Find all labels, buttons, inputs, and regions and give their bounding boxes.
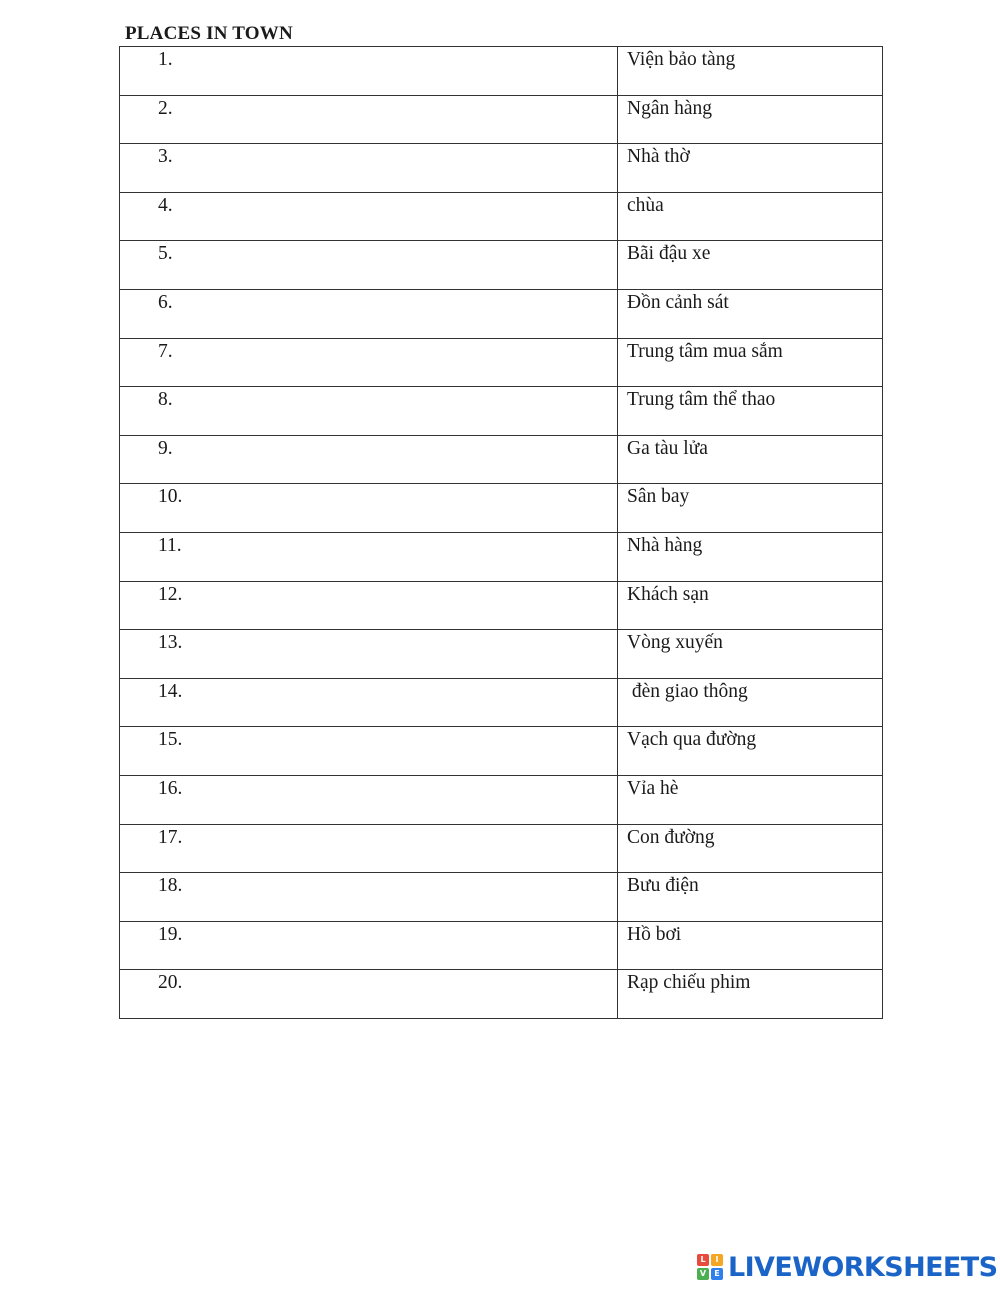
vocabulary-table	[119, 46, 883, 1019]
vietnamese-term: chùa	[618, 192, 883, 241]
table-row	[120, 192, 883, 241]
table-row	[120, 387, 883, 436]
row-number: 6.	[158, 291, 173, 313]
page-title: PLACES IN TOWN	[125, 23, 293, 44]
liveworksheets-brand	[697, 1252, 997, 1284]
vietnamese-term: Rạp chiếu phim	[618, 970, 883, 1019]
table-row	[120, 435, 883, 484]
row-number: 3.	[158, 146, 173, 168]
brand-wordmark: LIVEWORKSHEETS	[728, 1252, 998, 1283]
row-number: 11.	[158, 534, 182, 556]
table-row	[120, 873, 883, 922]
vietnamese-term: Ngân hàng	[618, 95, 883, 144]
answer-cell[interactable]	[120, 581, 618, 630]
table-row	[120, 921, 883, 970]
table-row	[120, 970, 883, 1019]
answer-cell[interactable]	[120, 95, 618, 144]
table-row	[120, 47, 883, 96]
row-number: 4.	[158, 194, 173, 216]
row-number: 7.	[158, 340, 173, 362]
vietnamese-term: Viện bảo tàng	[618, 47, 883, 96]
answer-cell[interactable]	[120, 873, 618, 922]
table-row	[120, 241, 883, 290]
logo-tile-i: I	[711, 1254, 723, 1266]
vietnamese-term: Ga tàu lửa	[618, 435, 883, 484]
row-number: 2.	[158, 97, 173, 119]
row-number: 18.	[158, 875, 183, 897]
table-row	[120, 727, 883, 776]
table-row	[120, 630, 883, 679]
row-number: 16.	[158, 777, 183, 799]
vietnamese-term: Đồn cảnh sát	[618, 289, 883, 338]
answer-cell[interactable]	[120, 289, 618, 338]
table-row	[120, 581, 883, 630]
vietnamese-term: Vòng xuyến	[618, 630, 883, 679]
row-number: 15.	[158, 729, 183, 751]
answer-cell[interactable]	[120, 824, 618, 873]
row-number: 10.	[158, 486, 183, 508]
vietnamese-term: Sân bay	[618, 484, 883, 533]
vietnamese-term: Khách sạn	[618, 581, 883, 630]
answer-cell[interactable]	[120, 678, 618, 727]
logo-tile-l: L	[697, 1254, 709, 1266]
row-number: 20.	[158, 972, 183, 994]
vietnamese-term: Vỉa hè	[618, 775, 883, 824]
liveworksheets-logo-icon	[697, 1254, 725, 1282]
logo-tile-e: E	[711, 1268, 723, 1280]
vietnamese-term: Hồ bơi	[618, 921, 883, 970]
table-row	[120, 95, 883, 144]
table-row	[120, 289, 883, 338]
answer-cell[interactable]	[120, 970, 618, 1019]
vietnamese-term: Bưu điện	[618, 873, 883, 922]
row-number: 8.	[158, 389, 173, 411]
answer-cell[interactable]	[120, 47, 618, 96]
answer-cell[interactable]	[120, 144, 618, 193]
answer-cell[interactable]	[120, 435, 618, 484]
table-row	[120, 678, 883, 727]
answer-cell[interactable]	[120, 921, 618, 970]
vietnamese-term: đèn giao thông	[618, 678, 883, 727]
row-number: 12.	[158, 583, 183, 605]
answer-cell[interactable]	[120, 192, 618, 241]
table-row	[120, 532, 883, 581]
row-number: 14.	[158, 680, 183, 702]
vietnamese-term: Nhà thờ	[618, 144, 883, 193]
row-number: 13.	[158, 632, 183, 654]
table-row	[120, 338, 883, 387]
vietnamese-term: Trung tâm mua sắm	[618, 338, 883, 387]
table-row	[120, 824, 883, 873]
row-number: 1.	[158, 49, 173, 70]
table-row	[120, 144, 883, 193]
answer-cell[interactable]	[120, 387, 618, 436]
table-row	[120, 775, 883, 824]
row-number: 19.	[158, 923, 183, 945]
vietnamese-term: Trung tâm thể thao	[618, 387, 883, 436]
answer-cell[interactable]	[120, 241, 618, 290]
vietnamese-term: Nhà hàng	[618, 532, 883, 581]
logo-tile-v: V	[697, 1268, 709, 1280]
vietnamese-term: Vạch qua đường	[618, 727, 883, 776]
answer-cell[interactable]	[120, 775, 618, 824]
vocabulary-table-body	[120, 47, 883, 1019]
row-number: 17.	[158, 826, 183, 848]
answer-cell[interactable]	[120, 630, 618, 679]
answer-cell[interactable]	[120, 727, 618, 776]
answer-cell[interactable]	[120, 532, 618, 581]
row-number: 9.	[158, 437, 173, 459]
vietnamese-term: Con đường	[618, 824, 883, 873]
row-number: 5.	[158, 243, 173, 265]
answer-cell[interactable]	[120, 338, 618, 387]
answer-cell[interactable]	[120, 484, 618, 533]
vietnamese-term: Bãi đậu xe	[618, 241, 883, 290]
table-row	[120, 484, 883, 533]
